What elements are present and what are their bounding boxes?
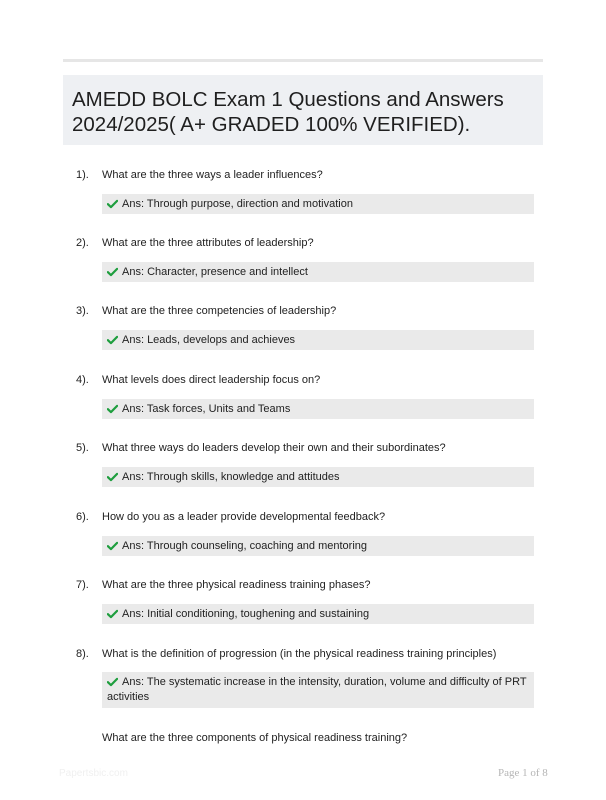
- answer-text: Ans: Leads, develops and achieves: [122, 333, 296, 346]
- question-text: What are the three physical readiness training phases?: [102, 579, 371, 591]
- question-text: What are the three attributes of leadership?: [102, 237, 314, 249]
- answer-text: Ans: Through counseling, coaching and mentoring: [122, 539, 368, 552]
- answer-text: Ans: The systematic increase in the intensity, duration, volume and difficulty of PRT activities: [107, 676, 527, 703]
- answer-box: [102, 330, 534, 350]
- checkmark-icon: [107, 541, 118, 551]
- question-text: What are the three competencies of leadership?: [102, 305, 337, 317]
- question-number: 6).: [76, 511, 89, 523]
- checkmark-icon: [107, 677, 118, 687]
- answer-text: Ans: Through skills, knowledge and attitudes: [122, 470, 340, 483]
- checkmark-icon: [107, 472, 118, 482]
- answer-box: [102, 672, 534, 708]
- question-number: 3).: [76, 305, 89, 317]
- answer-box: [102, 262, 534, 282]
- question-number: 4).: [76, 374, 89, 386]
- answer-box: [102, 399, 534, 419]
- document-title-line-2: 2024/2025( A+ GRADED 100% VERIFIED).: [72, 113, 471, 136]
- answer-text: Ans: Through purpose, direction and motivation: [122, 197, 353, 210]
- question-text: What are the three ways a leader influences?: [102, 169, 323, 181]
- checkmark-icon: [107, 267, 118, 277]
- checkmark-icon: [107, 199, 118, 209]
- footer-watermark: Papertsbic.com: [59, 768, 128, 779]
- document-title-box: [63, 75, 543, 145]
- page-indicator: Page 1 of 8: [498, 767, 548, 779]
- question-number: 8).: [76, 648, 89, 660]
- question-text: What is the definition of progression (in the physical readiness training principles): [102, 648, 497, 660]
- question-number: 5).: [76, 442, 89, 454]
- question-number: 2).: [76, 237, 89, 249]
- answer-text: Ans: Task forces, Units and Teams: [122, 402, 291, 415]
- checkmark-icon: [107, 404, 118, 414]
- question-text: How do you as a leader provide developmental feedback?: [102, 511, 386, 523]
- question-text: What are the three components of physical readiness training?: [102, 732, 408, 744]
- answer-box: [102, 194, 534, 214]
- answer-box: [102, 536, 534, 556]
- answer-text: Ans: Initial conditioning, toughening and sustaining: [122, 607, 370, 620]
- answer-box: [102, 604, 534, 624]
- checkmark-icon: [107, 609, 118, 619]
- question-number: 1).: [76, 169, 89, 181]
- answer-text: Ans: Character, presence and intellect: [122, 265, 308, 278]
- question-number: 7).: [76, 579, 89, 591]
- question-text: What three ways do leaders develop their own and their subordinates?: [102, 442, 446, 454]
- top-divider: [63, 59, 543, 62]
- answer-box: [102, 467, 534, 487]
- document-title-line-1: AMEDD BOLC Exam 1 Questions and Answers: [72, 88, 504, 111]
- question-text: What levels does direct leadership focus on?: [102, 374, 321, 386]
- checkmark-icon: [107, 335, 118, 345]
